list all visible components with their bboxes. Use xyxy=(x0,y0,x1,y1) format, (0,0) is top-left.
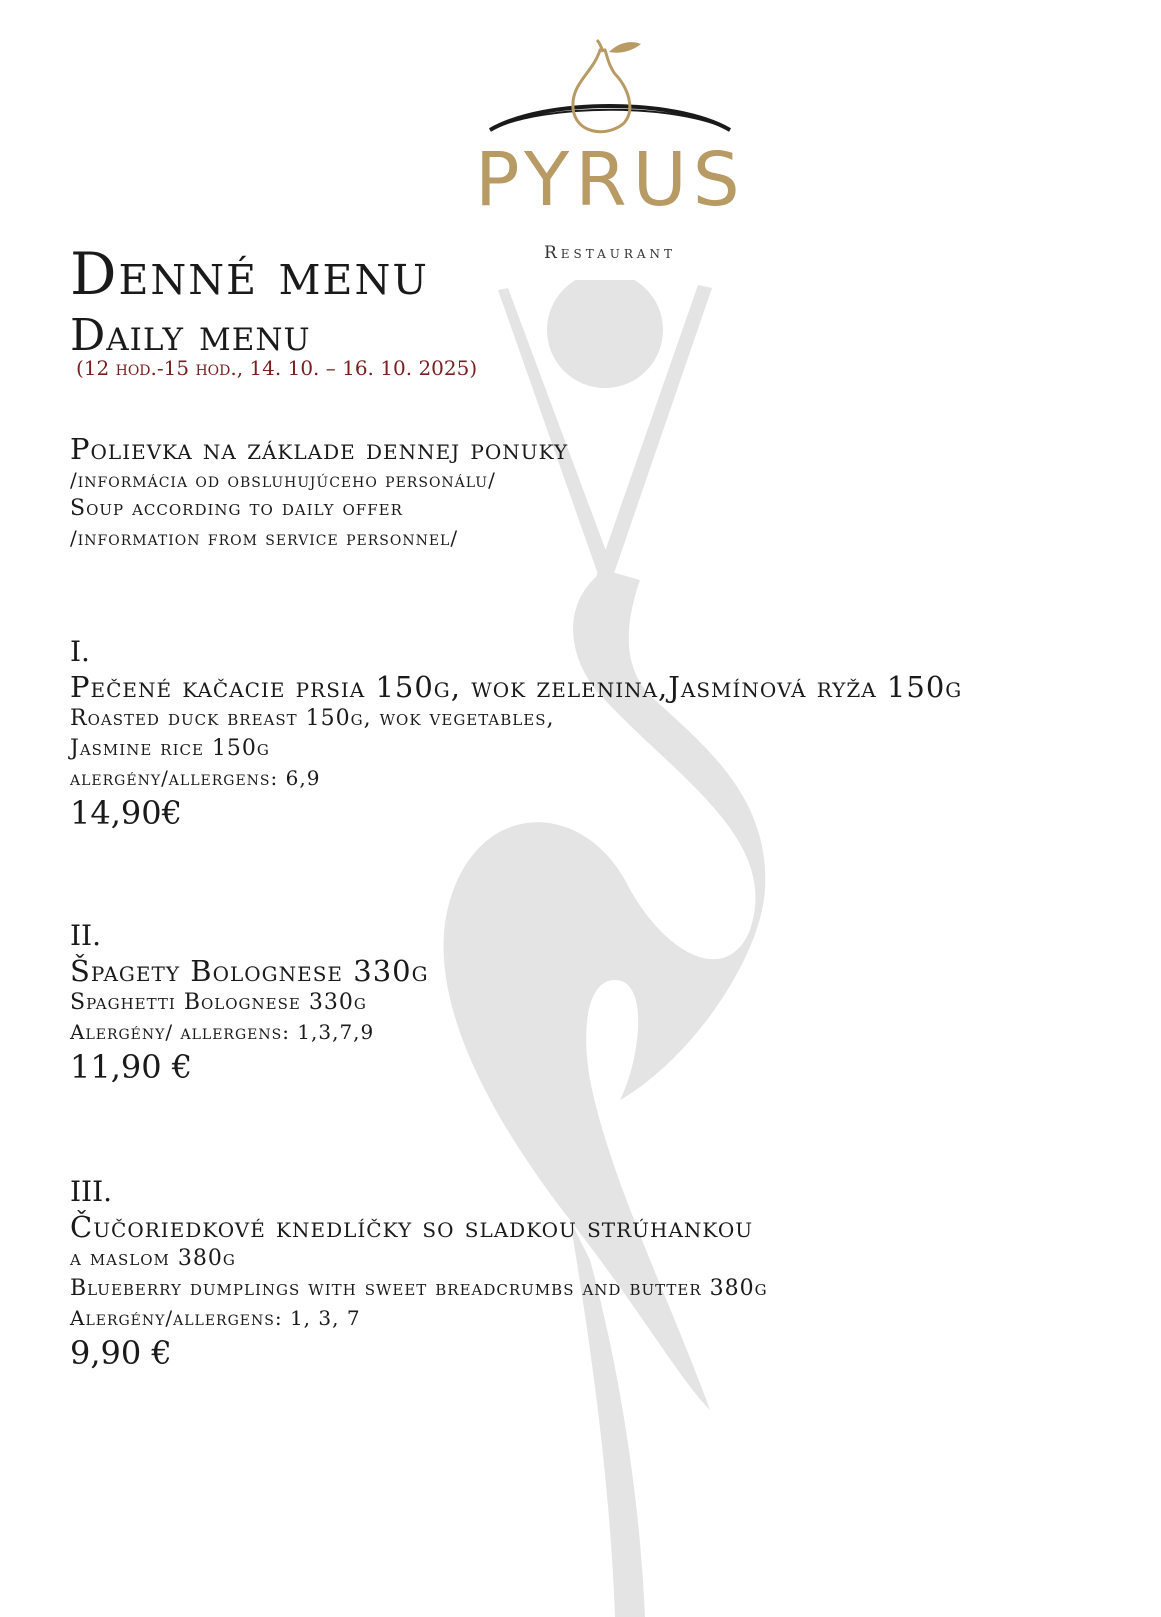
dish-price: 11,90 € xyxy=(70,1048,193,1086)
dish-price: 14,90€ xyxy=(70,794,182,832)
soup-name-en: Soup according to daily offer xyxy=(70,496,403,521)
soup-name-sk: Polievka na základe dennej ponuky xyxy=(70,432,569,466)
logo-name: PYRUS xyxy=(475,137,746,223)
dish-name-sk-cont: a maslom 380g xyxy=(70,1246,236,1271)
dish-name-sk: Čučoriedkové knedlíčky so sladkou strúhankou xyxy=(70,1210,754,1244)
soup-note-sk: /informácia od obsluhujúceho personálu/ xyxy=(70,468,496,492)
page-title-sk: Denné menu xyxy=(70,240,429,308)
dish-price: 9,90 € xyxy=(70,1334,172,1372)
serving-hours: (12 hod.-15 hod., 14. 10. – 16. 10. 2025) xyxy=(76,356,478,380)
dish-allergens: Alergény/allergens: 1, 3, 7 xyxy=(70,1306,361,1330)
dish-name-en: Blueberry dumplings with sweet breadcrumbs and butter 380g xyxy=(70,1276,768,1301)
dish-number: I. xyxy=(70,635,90,668)
dish-name-sk: Špagety Bolognese 330g xyxy=(70,954,429,988)
dish-number: III. xyxy=(70,1175,113,1208)
dish-allergens: Alergény/ allergens: 1,3,7,9 xyxy=(70,1020,375,1044)
restaurant-logo xyxy=(475,38,746,263)
page-title-en: Daily menu xyxy=(70,310,311,361)
dish-name-en: Spaghetti Bolognese 330g xyxy=(70,990,367,1015)
dish-2 xyxy=(70,918,429,1088)
dish-name-en: Roasted duck breast 150g, wok vegetables, xyxy=(70,706,555,731)
soup-section xyxy=(70,432,568,552)
dish-name-sk: Pečené kačacie prsia 150g, wok zelenina,Jasmínová ryža 150g xyxy=(70,670,963,704)
dish-number: II. xyxy=(70,919,102,952)
logo-subtitle: Restaurant xyxy=(543,243,677,263)
dish-3 xyxy=(70,1174,768,1374)
pear-logo-icon xyxy=(475,38,745,148)
dish-1 xyxy=(70,634,962,834)
soup-note-en: /information from service personnel/ xyxy=(70,526,459,550)
dish-allergens: alergény/allergens: 6,9 xyxy=(70,766,321,790)
dish-name-en-cont: Jasmine rice 150g xyxy=(70,736,270,761)
